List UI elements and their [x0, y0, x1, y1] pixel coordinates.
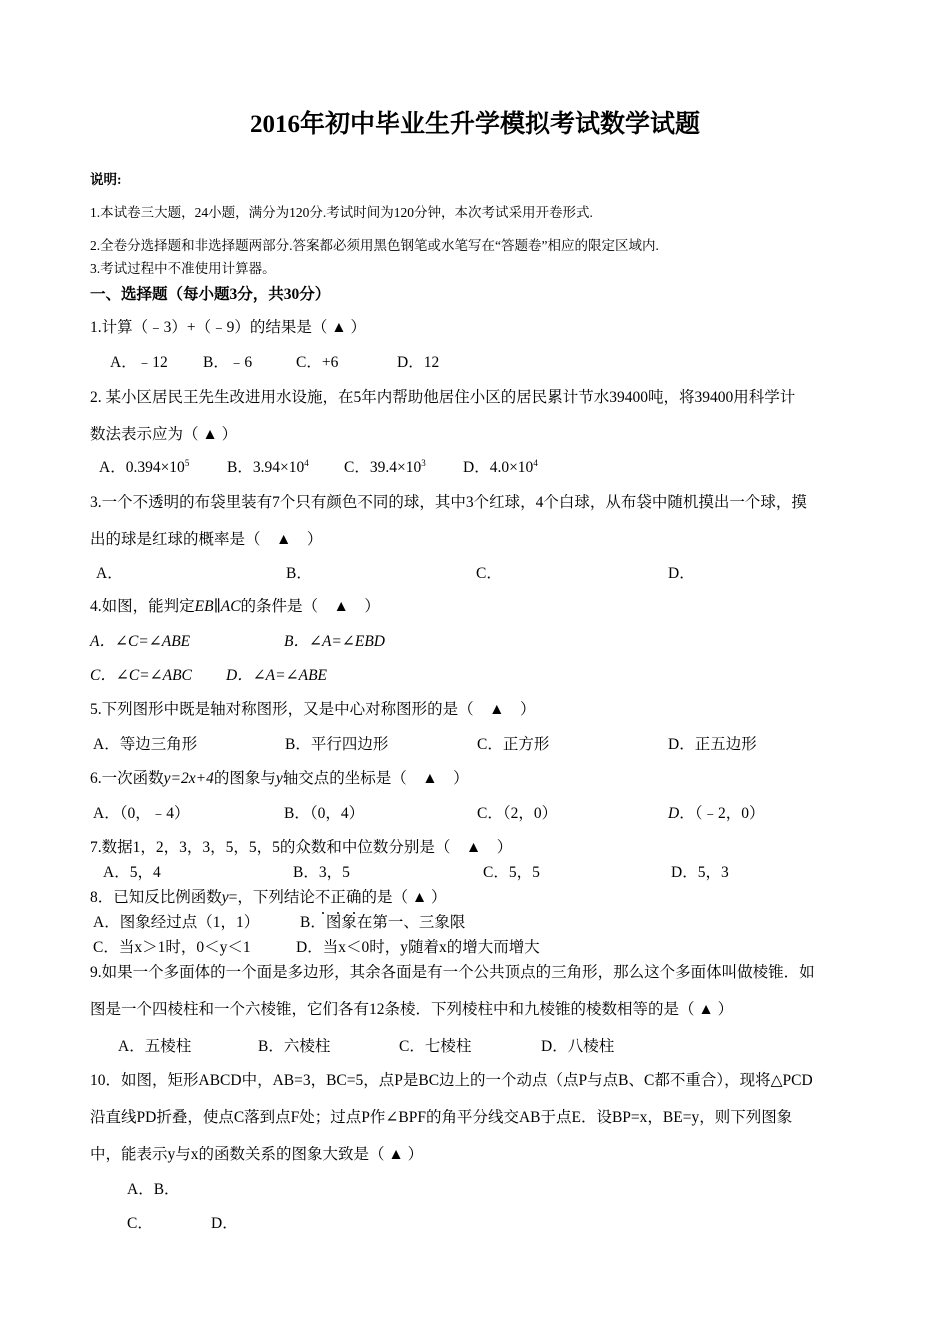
q8-option-a: A．图象经过点（1，1） — [93, 914, 260, 931]
question-5: 5.下列图形中既是轴对称图形，又是中心对称图形的是（ ▲ ） — [90, 701, 536, 718]
q2-option-d: D．$4.0\times 10^4$ — [463, 458, 538, 476]
q5-option-d: D．正五边形 — [668, 736, 757, 753]
q4-option-d: D．∠A=∠ABE — [226, 667, 327, 684]
q4-option-a: A．∠C=∠ABE — [90, 633, 191, 650]
question-9-line-2: 图是一个四棱柱和一个六棱锥，它们各有12条棱．下列棱柱中和九棱锥的棱数相等的是（ ▲ ） — [90, 1001, 734, 1018]
question-10-line-3: 中，能表示y与x的函数关系的图象大致是（ ▲ ） — [90, 1146, 424, 1163]
q2-option-a: A．$0.394\times 10^5$ — [99, 458, 190, 476]
q8-option-d: D．当x＜0时，y随着x的增大而增大 — [296, 939, 540, 956]
q8-option-c: C．当x＞1时，0＜y＜1 — [93, 939, 251, 956]
question-8: 8．已知反比例函数y=，下列结论不正确的是（ ▲ ） — [90, 889, 447, 906]
q2-option-b: B．$3.94\times 10^4$ — [227, 458, 309, 476]
q1-option-d: D．12 — [397, 354, 440, 371]
section-heading: 一、选择题（每小题3分，共30分） — [90, 286, 331, 303]
q6-option-b: B．（0，4） — [284, 805, 365, 822]
q10-option-c: C． — [127, 1215, 153, 1232]
question-7: 7.数据1，2，3，3，5，5，5的众数和中位数分别是（ ▲ ） — [90, 839, 513, 856]
q9-option-d: D．八棱柱 — [541, 1038, 615, 1055]
q6-option-a: A．（0，﹣4） — [93, 805, 190, 822]
q9-option-b: B．六棱柱 — [258, 1038, 331, 1055]
q3-option-a: A． — [96, 565, 123, 582]
q4-option-b: B．∠A=∠EBD — [284, 633, 385, 650]
q10-option-d: D． — [211, 1215, 238, 1232]
q7-option-c: C．5，5 — [483, 864, 540, 881]
q8-option-b: B．图象在第一、三象限 — [300, 914, 466, 931]
note-2: 2.全卷分选择题和非选择题两部分.答案都必须用黑色钢笔或水笔写在“答题卷”相应的限定区域内. — [90, 238, 659, 253]
question-4: 4.如图，能判定EB∥AC的条件是（ ▲ ） — [90, 598, 380, 615]
note-3: 3.考试过程中不准使用计算器。 — [90, 261, 276, 276]
notes-heading: 说明: — [90, 172, 122, 187]
q5-option-a: A．等边三角形 — [93, 736, 198, 753]
question-2-line-1: 2. 某小区居民王先生改进用水设施，在5年内帮助他居住小区的居民累计节水39400吨，将39400用科学计 — [90, 389, 796, 406]
q7-option-b: B．3，5 — [293, 864, 350, 881]
q5-option-b: B．平行四边形 — [285, 736, 389, 753]
question-3-line-1: 3.一个不透明的布袋里装有7个只有颜色不同的球，其中3个红球，4个白球，从布袋中随机摸出一个球，摸 — [90, 494, 807, 511]
note-1: 1.本试卷三大题，24小题，满分为120分.考试时间为120分钟，本次考试采用开卷形式. — [90, 205, 593, 220]
q4-option-c: C．∠C=∠ABC — [90, 667, 192, 684]
question-2-line-2: 数法表示应为（ ▲ ） — [90, 426, 238, 443]
q9-option-a: A．五棱柱 — [118, 1038, 192, 1055]
q2-option-c: C．$39.4\times 10^3$ — [344, 458, 426, 476]
q3-option-c: C． — [476, 565, 502, 582]
page-title: 2016年初中毕业生升学模拟考试数学试题 — [249, 111, 700, 138]
q9-option-c: C．七棱柱 — [399, 1038, 472, 1055]
q6-option-d: D．（﹣2，0） — [668, 805, 765, 822]
q1-option-a: A．﹣12 — [110, 354, 168, 371]
q10-option-ab: A．B． — [127, 1181, 180, 1198]
question-3-line-2: 出的球是红球的概率是（ ▲ ） — [90, 531, 323, 548]
q6-option-c: C．（2，0） — [477, 805, 558, 822]
q3-option-b: B． — [286, 565, 312, 582]
q1-option-b: B．﹣6 — [203, 354, 253, 371]
question-10-line-2: 沿直线PD折叠，使点C落到点F处；过点P作∠BPF的角平分线交AB于点E．设BP=x，BE=y，则下列图象 — [90, 1109, 793, 1126]
question-1: 1.计算（﹣3）+（﹣9）的结果是（ ▲ ） — [90, 319, 366, 336]
q7-option-a: A．5，4 — [103, 864, 161, 881]
question-10-line-1: 10．如图，矩形ABCD中，AB=3，BC=5，点P是BC边上的一个动点（点P与点B、C都不重合），现将△PCD — [90, 1072, 813, 1089]
q5-option-c: C．正方形 — [477, 736, 550, 753]
question-6: 6.一次函数y=2x+4的图象与y轴交点的坐标是（ ▲ ） — [90, 770, 469, 787]
question-9-line-1: 9.如果一个多面体的一个面是多边形，其余各面是有一个公共顶点的三角形，那么这个多面体叫做棱锥．如 — [90, 964, 815, 981]
q7-option-d: D．5，3 — [671, 864, 729, 881]
q1-option-c: C．+6 — [296, 354, 339, 371]
q3-option-d: D． — [668, 565, 695, 582]
